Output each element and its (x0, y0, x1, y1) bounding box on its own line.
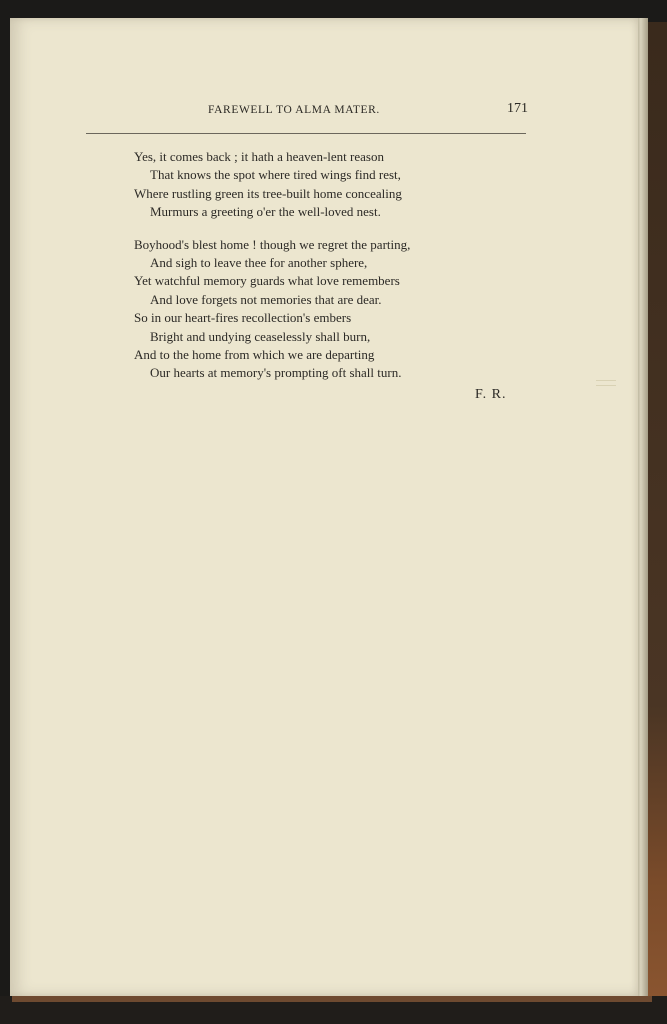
poem-line: And love forgets not memories that are dear. (150, 291, 382, 307)
poem-line: And to the home from which we are departing (134, 346, 375, 362)
author-signature: F. R. (475, 387, 507, 402)
page-number: 171 (507, 101, 528, 116)
stanza-gap (134, 222, 410, 236)
poem (134, 148, 410, 383)
poem-line: Yet watchful memory guards what love remembers (134, 273, 400, 289)
poem-stanza-1 (134, 148, 410, 222)
poem-line: So in our heart-fires recollection's embers (134, 310, 352, 326)
poem-line: Our hearts at memory's prompting oft shall turn. (150, 365, 402, 381)
poem-line: Where rustling green its tree-built home concealing (134, 185, 402, 201)
page-mark (596, 380, 616, 381)
poem-line: Murmurs a greeting o'er the well-loved nest. (150, 204, 381, 220)
book-cover-edge (648, 22, 667, 998)
header-rule (86, 133, 526, 134)
running-title: FAREWELL TO ALMA MATER. (208, 104, 380, 116)
poem-line: Boyhood's blest home ! though we regret the parting, (134, 236, 411, 252)
book-page (10, 18, 638, 996)
poem-line: Yes, it comes back ; it hath a heaven-lent reason (134, 149, 384, 164)
poem-line: And sigh to leave thee for another sphere, (150, 254, 368, 270)
poem-line: That knows the spot where tired wings find rest, (150, 167, 401, 183)
page-mark (596, 385, 616, 386)
poem-line: Bright and undying ceaselessly shall burn, (150, 328, 371, 344)
poem-stanza-2 (134, 236, 410, 383)
book-cover-strip (12, 996, 652, 1002)
